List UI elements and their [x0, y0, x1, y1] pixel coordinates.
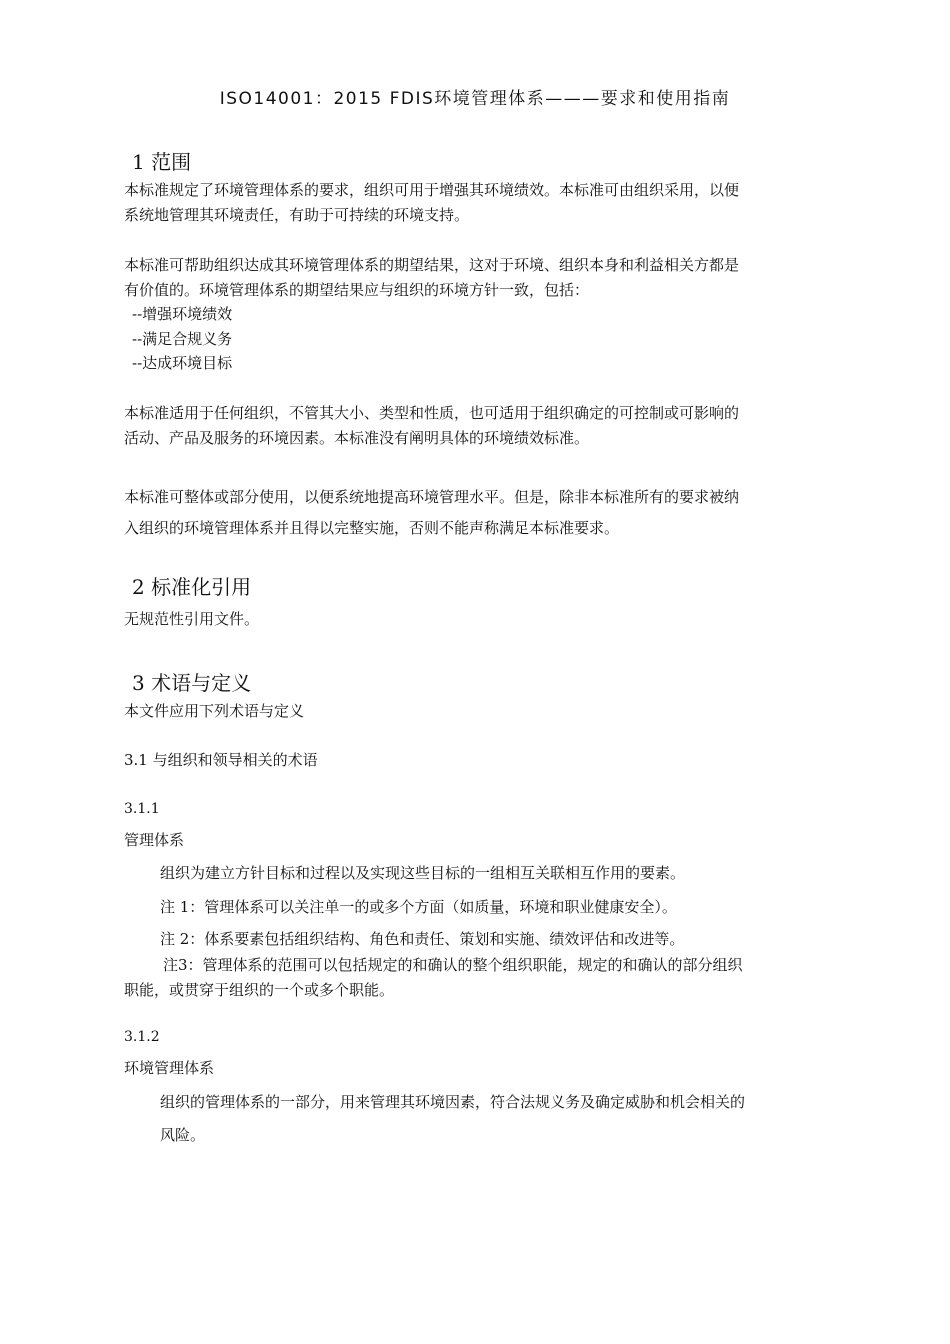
s1-paragraph-1-line-1: 本标准规定了环境管理体系的要求，组织可用于增强其环境绩效。本标准可由组织采用，以便 [124, 181, 740, 199]
s1-paragraph-2-line-2: 有价值的。环境管理体系的期望结果应与组织的环境方针一致，包括： [124, 281, 590, 299]
term-note-2: 注 2：体系要素包括组织结构、角色和责任、策划和实施、绩效评估和改进等。 [160, 930, 685, 948]
section-2-heading: 2 标准化引用 [132, 575, 252, 599]
s1-paragraph-2-line-1: 本标准可帮助组织达成其环境管理体系的期望结果，这对于环境、组织本身和利益相关方都是 [124, 256, 740, 274]
document-title: ISO14001：2015 FDIS环境管理体系———要求和使用指南 [219, 89, 731, 109]
list-item: --增强环境绩效 [132, 305, 233, 323]
s3-paragraph: 本文件应用下列术语与定义 [124, 702, 305, 720]
term-definition: 组织为建立方针目标和过程以及实现这些目标的一组相互关联相互作用的要素。 [160, 864, 686, 882]
term-name: 环境管理体系 [124, 1059, 215, 1077]
term-number: 3.1.2 [124, 1029, 160, 1045]
s1-paragraph-4-line-2: 入组织的环境管理体系并且得以完整实施，否则不能声称满足本标准要求。 [124, 519, 620, 537]
s1-paragraph-4-line-1: 本标准可整体或部分使用，以便系统地提高环境管理水平。但是，除非本标准所有的要求被纳 [124, 488, 740, 506]
term-definition-line-1: 组织的管理体系的一部分，用来管理其环境因素，符合法规义务及确定威胁和机会相关的 [160, 1093, 746, 1111]
term-note-3-line-2: 职能，或贯穿于组织的一个或多个职能。 [124, 981, 395, 999]
list-item: --满足合规义务 [132, 330, 233, 348]
s1-paragraph-3-line-2: 活动、产品及服务的环境因素。本标准没有阐明具体的环境绩效标准。 [124, 429, 590, 447]
s2-paragraph: 无规范性引用文件。 [124, 610, 260, 628]
term-note-1: 注 1：管理体系可以关注单一的或多个方面（如质量，环境和职业健康安全）。 [160, 898, 677, 916]
term-definition-line-2: 风险。 [160, 1126, 206, 1144]
term-name: 管理体系 [124, 831, 185, 849]
section-3-heading: 3 术语与定义 [132, 671, 252, 695]
s1-paragraph-1-line-2: 系统地管理其环境责任，有助于可持续的环境支持。 [124, 206, 470, 224]
s1-paragraph-3-line-1: 本标准适用于任何组织，不管其大小、类型和性质，也可适用于组织确定的可控制或可影响的 [124, 404, 740, 422]
term-number: 3.1.1 [124, 801, 160, 817]
subsection-3-1-heading: 3.1 与组织和领导相关的术语 [124, 751, 318, 769]
term-note-3-line-1: 注3：管理体系的范围可以包括规定的和确认的整个组织职能，规定的和确认的部分组织 [163, 956, 743, 974]
section-1-heading: 1 范围 [132, 150, 192, 174]
list-item: --达成环境目标 [132, 354, 233, 372]
